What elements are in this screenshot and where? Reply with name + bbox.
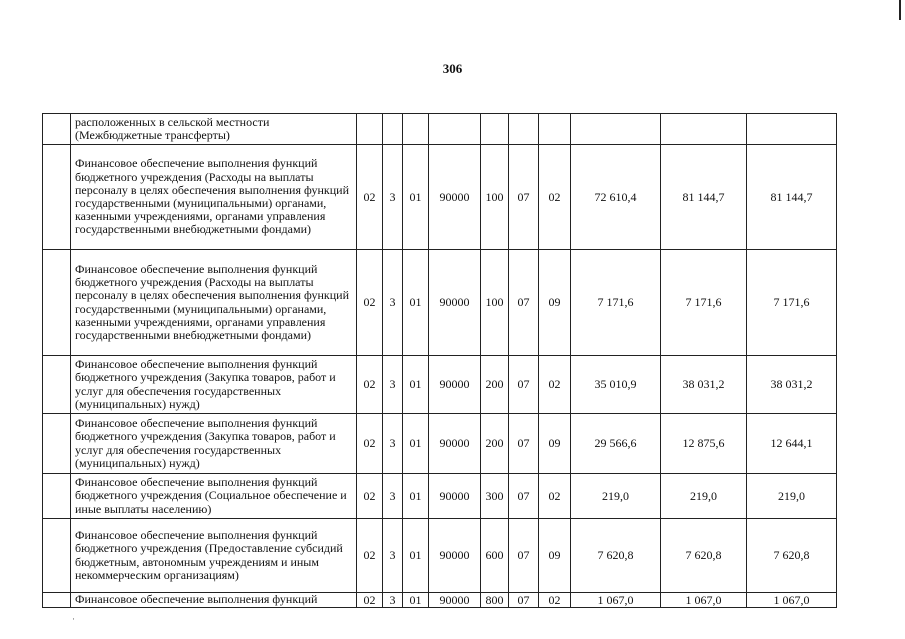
year2-amount-cell: 7 620,8 — [661, 519, 747, 593]
section-cell: 07 — [509, 593, 539, 608]
table-row — [43, 474, 837, 519]
year2-amount-cell: 219,0 — [661, 474, 747, 519]
item-name-cell: Финансовое обеспечение выполнения функций бюджетного учреждения (Предоставление субсидий бюджетным, автономным учреждениям и иным некоммерческим организациям) — [71, 519, 357, 593]
page-number: 306 — [442, 61, 463, 76]
subsection-cell: 02 — [539, 145, 571, 250]
year3-amount-cell: 12 644,1 — [747, 414, 837, 474]
year1-amount-cell: 7 620,8 — [571, 519, 661, 593]
program-cell: 3 — [383, 145, 403, 250]
year3-amount-cell: 7 171,6 — [747, 250, 837, 356]
direction-cell: 90000 — [429, 145, 481, 250]
expense-type-cell: 100 — [481, 145, 509, 250]
year2-amount-cell — [661, 114, 747, 145]
subprogram-cell: 01 — [403, 356, 429, 414]
subprogram-cell: 01 — [403, 414, 429, 474]
grbs-cell: 02 — [357, 356, 383, 414]
year3-amount-cell: 38 031,2 — [747, 356, 837, 414]
year3-amount-cell: 219,0 — [747, 474, 837, 519]
row-number-cell — [43, 356, 71, 414]
direction-cell: 90000 — [429, 474, 481, 519]
subprogram-cell: 01 — [403, 145, 429, 250]
expense-type-cell: 800 — [481, 593, 509, 608]
section-cell: 07 — [509, 474, 539, 519]
row-number-cell — [43, 250, 71, 356]
year1-amount-cell: 72 610,4 — [571, 145, 661, 250]
section-cell — [509, 114, 539, 145]
table-row — [43, 145, 837, 250]
table-row — [43, 114, 837, 145]
subsection-cell: 09 — [539, 519, 571, 593]
subsection-cell: 02 — [539, 474, 571, 519]
subprogram-cell: 01 — [403, 250, 429, 356]
row-number-cell — [43, 474, 71, 519]
item-name-cell: Финансовое обеспечение выполнения функций бюджетного учреждения (Расходы на выплаты персоналу в целях обеспечения выполнения функций государственными (муниципальными) органами, казенными учреждениями, органами управления государственными внебюджетными фондами) — [71, 250, 357, 356]
year2-amount-cell: 81 144,7 — [661, 145, 747, 250]
year1-amount-cell: 29 566,6 — [571, 414, 661, 474]
year3-amount-cell: 7 620,8 — [747, 519, 837, 593]
grbs-cell: 02 — [357, 145, 383, 250]
row-number-cell — [43, 519, 71, 593]
year3-amount-cell: 1 067,0 — [747, 593, 837, 608]
year2-amount-cell: 12 875,6 — [661, 414, 747, 474]
expense-type-cell — [481, 114, 509, 145]
table-row — [43, 356, 837, 414]
subsection-cell: 09 — [539, 250, 571, 356]
expense-type-cell: 100 — [481, 250, 509, 356]
year1-amount-cell: 219,0 — [571, 474, 661, 519]
grbs-cell: 02 — [357, 250, 383, 356]
scan-speck: · — [72, 614, 75, 624]
section-cell: 07 — [509, 145, 539, 250]
item-name-cell: расположенных в сельской местности (Межбюджетные трансферты) — [71, 114, 357, 145]
item-name-cell: Финансовое обеспечение выполнения функций бюджетного учреждения (Закупка товаров, работ и услуг для обеспечения государственных (муниципальных) нужд) — [71, 356, 357, 414]
table-row — [43, 414, 837, 474]
program-cell: 3 — [383, 250, 403, 356]
table-row — [43, 519, 837, 593]
table-row — [43, 593, 837, 608]
grbs-cell — [357, 114, 383, 145]
year3-amount-cell — [747, 114, 837, 145]
section-cell: 07 — [509, 519, 539, 593]
direction-cell: 90000 — [429, 250, 481, 356]
subprogram-cell: 01 — [403, 474, 429, 519]
program-cell: 3 — [383, 474, 403, 519]
year2-amount-cell: 7 171,6 — [661, 250, 747, 356]
grbs-cell: 02 — [357, 474, 383, 519]
row-number-cell — [43, 114, 71, 145]
expense-type-cell: 200 — [481, 356, 509, 414]
expense-type-cell: 200 — [481, 414, 509, 474]
grbs-cell: 02 — [357, 414, 383, 474]
direction-cell — [429, 114, 481, 145]
section-cell: 07 — [509, 414, 539, 474]
section-cell: 07 — [509, 250, 539, 356]
grbs-cell: 02 — [357, 593, 383, 608]
subsection-cell: 09 — [539, 414, 571, 474]
direction-cell: 90000 — [429, 519, 481, 593]
year2-amount-cell: 38 031,2 — [661, 356, 747, 414]
year1-amount-cell — [571, 114, 661, 145]
grbs-cell: 02 — [357, 519, 383, 593]
expense-type-cell: 300 — [481, 474, 509, 519]
direction-cell: 90000 — [429, 414, 481, 474]
table-row — [43, 250, 837, 356]
program-cell: 3 — [383, 593, 403, 608]
budget-table-body — [43, 114, 837, 608]
row-number-cell — [43, 593, 71, 608]
item-name-cell: Финансовое обеспечение выполнения функций — [71, 593, 357, 608]
program-cell — [383, 114, 403, 145]
page-edge-mark — [899, 0, 901, 20]
row-number-cell — [43, 414, 71, 474]
budget-table — [42, 113, 837, 608]
program-cell: 3 — [383, 414, 403, 474]
subprogram-cell — [403, 114, 429, 145]
item-name-cell: Финансовое обеспечение выполнения функций бюджетного учреждения (Социальное обеспечение и иные выплаты населению) — [71, 474, 357, 519]
item-name-cell: Финансовое обеспечение выполнения функций бюджетного учреждения (Расходы на выплаты персоналу в целях обеспечения выполнения функций государственными (муниципальными) органами, казенными учреждениями, органами управления государственными внебюджетными фондами) — [71, 145, 357, 250]
row-number-cell — [43, 145, 71, 250]
section-cell: 07 — [509, 356, 539, 414]
subprogram-cell: 01 — [403, 593, 429, 608]
subsection-cell — [539, 114, 571, 145]
direction-cell: 90000 — [429, 593, 481, 608]
expense-type-cell: 600 — [481, 519, 509, 593]
year3-amount-cell: 81 144,7 — [747, 145, 837, 250]
item-name-cell: Финансовое обеспечение выполнения функций бюджетного учреждения (Закупка товаров, работ и услуг для обеспечения государственных (муниципальных) нужд) — [71, 414, 357, 474]
year1-amount-cell: 1 067,0 — [571, 593, 661, 608]
year1-amount-cell: 7 171,6 — [571, 250, 661, 356]
subsection-cell: 02 — [539, 356, 571, 414]
program-cell: 3 — [383, 519, 403, 593]
program-cell: 3 — [383, 356, 403, 414]
direction-cell: 90000 — [429, 356, 481, 414]
subprogram-cell: 01 — [403, 519, 429, 593]
year1-amount-cell: 35 010,9 — [571, 356, 661, 414]
year2-amount-cell: 1 067,0 — [661, 593, 747, 608]
subsection-cell: 02 — [539, 593, 571, 608]
